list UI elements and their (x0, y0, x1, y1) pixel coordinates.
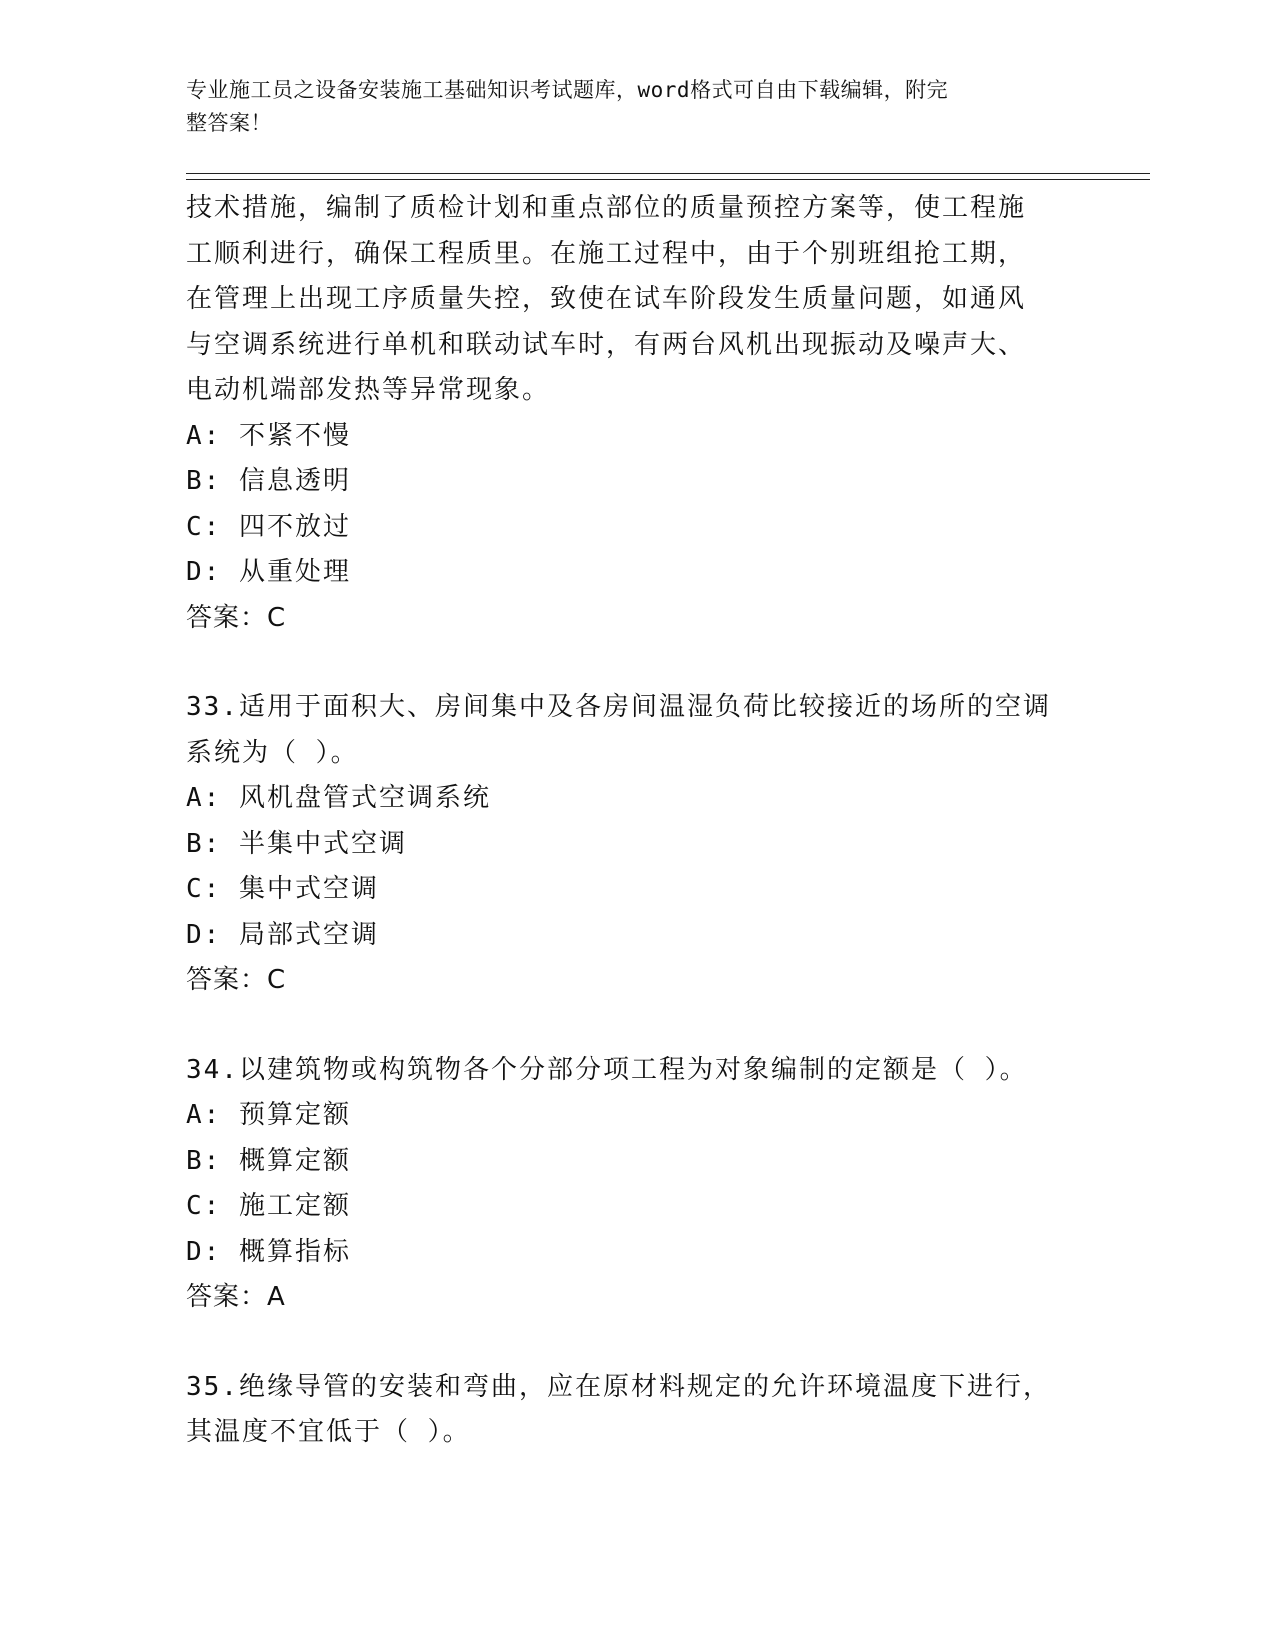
answer: 答案：C (186, 602, 287, 633)
question-35 (186, 1365, 1086, 1456)
header-line-2: 整答案！ (186, 111, 272, 135)
option-a: A: 预算定额 (186, 1100, 351, 1130)
option-d: D: 概算指标 (186, 1236, 351, 1267)
question-text-line: 技术措施，编制了质检计划和重点部位的质量预控方案等，使工程施 (186, 193, 1027, 223)
option-d: D: 局部式空调 (186, 919, 379, 950)
question-33 (186, 685, 1086, 1004)
question-text-line: 与空调系统进行单机和联动试车时，有两台风机出现振动及噪声大、 (186, 329, 1027, 360)
option-a: A: 不紧不慢 (186, 420, 351, 451)
question-34 (186, 1048, 1086, 1321)
question-text-line: 34.以建筑物或构筑物各个分部分项工程为对象编制的定额是（ ）。 (186, 1054, 1028, 1085)
answer: 答案：A (186, 1282, 286, 1312)
question-text-line: 系统为（ ）。 (186, 737, 359, 768)
question-text-line: 33.适用于面积大、房间集中及各房间温湿负荷比较接近的场所的空调 (186, 692, 1051, 722)
question-text-line: 工顺利进行，确保工程质里。在施工过程中，由于个别班组抢工期， (186, 238, 1027, 269)
option-b: B: 信息透明 (186, 466, 351, 496)
header-rule-bottom (186, 179, 1150, 180)
document-body (186, 186, 1086, 1456)
option-c: C: 四不放过 (186, 511, 351, 542)
option-c: C: 集中式空调 (186, 874, 379, 904)
question-text-line: 其温度不宜低于（ ）。 (186, 1417, 471, 1447)
question-32-continuation (186, 186, 1086, 641)
question-text-line: 35.绝缘导管的安装和弯曲，应在原材料规定的允许环境温度下进行， (186, 1371, 1051, 1402)
question-text-line: 在管理上出现工序质量失控，致使在试车阶段发生质量问题，如通风 (186, 284, 1027, 314)
header-rule-top (186, 173, 1150, 174)
answer: 答案：C (186, 965, 287, 995)
header-line-1: 专业施工员之设备安装施工基础知识考试题库，word格式可自由下载编辑，附完 (186, 78, 949, 102)
option-b: B: 半集中式空调 (186, 828, 407, 859)
option-b: B: 概算定额 (186, 1145, 351, 1176)
option-c: C: 施工定额 (186, 1191, 351, 1221)
question-text-line: 电动机端部发热等异常现象。 (186, 375, 551, 405)
document-header (186, 74, 1066, 140)
option-d: D: 从重处理 (186, 557, 351, 587)
option-a: A: 风机盘管式空调系统 (186, 783, 491, 813)
